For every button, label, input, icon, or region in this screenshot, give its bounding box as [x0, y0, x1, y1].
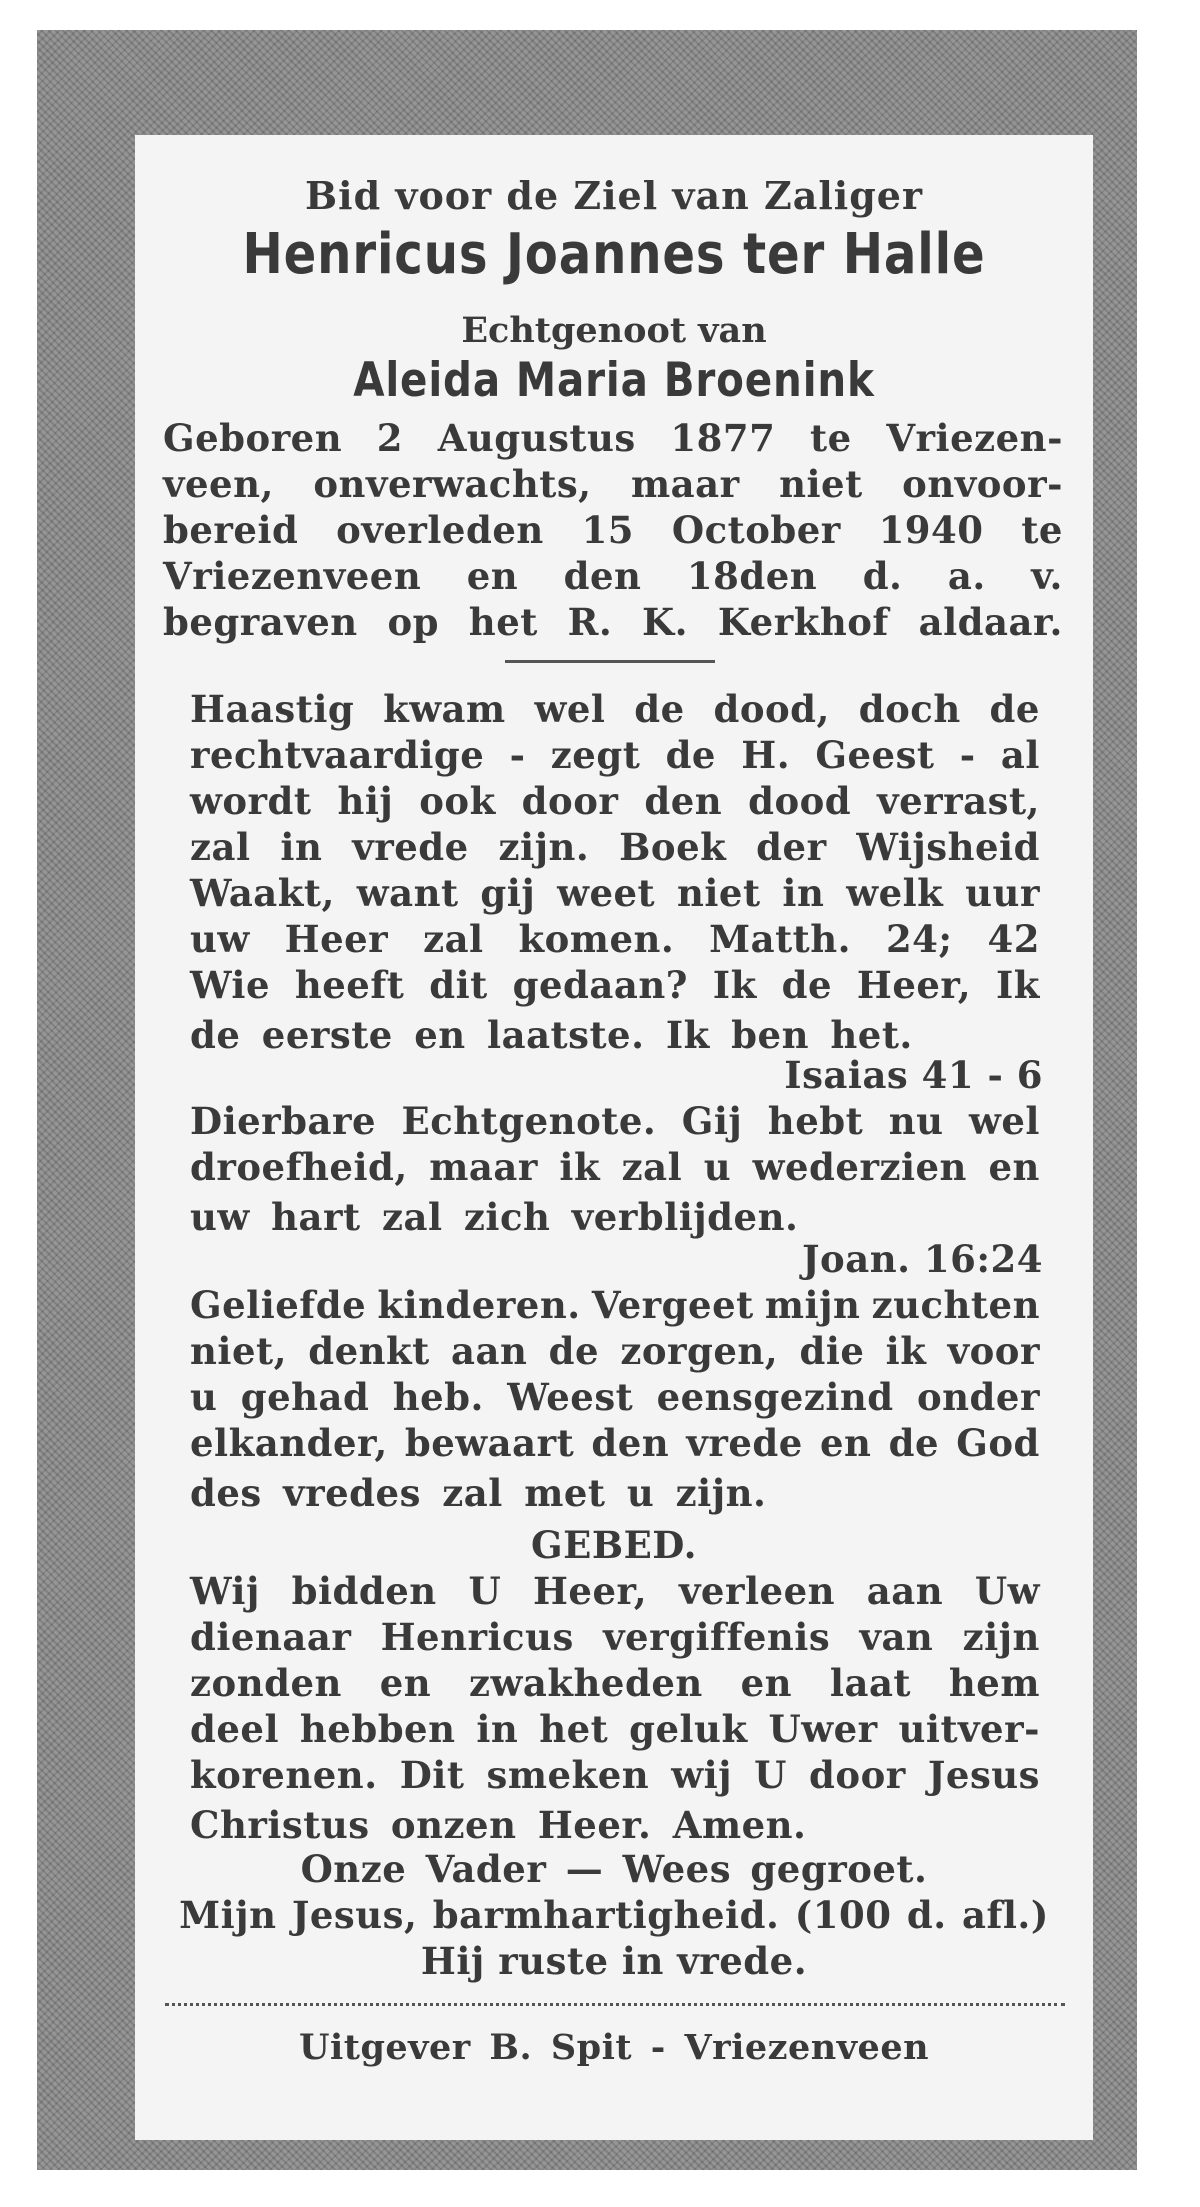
quote-line: droefheid, maar ik zal u wederzien en — [190, 1145, 1040, 1189]
quote-line: elkander, bewaart den vrede en de God — [190, 1421, 1040, 1465]
prayer-line: deel hebben in het geluk Uwer uitver- — [190, 1707, 1040, 1751]
prayer-title: GEBED. — [531, 1523, 697, 1567]
quote-line-last: des vredes zal met u zijn. — [190, 1471, 767, 1515]
prayer-line: korenen. Dit smeken wij U door Jesus — [190, 1753, 1040, 1797]
quote-line-last: uw hart zal zich verblijden. — [190, 1195, 799, 1239]
reference-isaias: Isaias 41 - 6 — [784, 1053, 1043, 1097]
quote-line: Geliefde kinderen. Vergeet mijn zuchten — [190, 1283, 1040, 1327]
quote-line: Wie heeft dit gedaan? Ik de Heer, Ik — [190, 963, 1040, 1007]
quote-line: uw Heer zal komen. Matth. 24; 42 — [190, 917, 1040, 961]
quote-line: rechtvaardige - zegt de H. Geest - al — [190, 733, 1040, 777]
prayer-line: Wij bidden U Heer, verleen aan Uw — [190, 1569, 1040, 1613]
prayer-line: zonden en zwakheden en laat hem — [190, 1661, 1040, 1705]
section-divider — [505, 660, 715, 663]
memorial-card-border — [37, 30, 1137, 2170]
biography-line: Geboren 2 Augustus 1877 te Vriezen- — [163, 416, 1063, 460]
prayer-line-last: Christus onzen Heer. Amen. — [190, 1803, 807, 1847]
quote-line: Dierbare Echtgenote. Gij hebt nu wel — [190, 1099, 1040, 1143]
biography-line: bereid overleden 15 October 1940 te — [163, 508, 1063, 552]
quote-line: Haastig kwam wel de dood, doch de — [190, 687, 1040, 731]
quote-line: Waakt, want gij weet niet in welk uur — [190, 871, 1040, 915]
spouse-name: Aleida Maria Broenink — [353, 353, 875, 408]
biography-line: begraven op het R. K. Kerkhof aldaar. — [163, 600, 1063, 644]
quote-line: u gehad heb. Weest eensgezind onder — [190, 1375, 1040, 1419]
card-intro-line: Bid voor de Ziel van Zaliger — [305, 173, 923, 218]
quote-line: wordt hij ook door den dood verrast, — [190, 779, 1040, 823]
reference-joan: Joan. 16:24 — [802, 1237, 1043, 1281]
biography-line: veen, onverwachts, maar niet onvoor- — [163, 462, 1063, 506]
quote-line: niet, denkt aan de zorgen, die ik voor — [190, 1329, 1040, 1373]
memorial-card — [135, 135, 1093, 2140]
prayer-line: dienaar Henricus vergiffenis van zijn — [190, 1615, 1040, 1659]
closing-prayers: Onze Vader — Wees gegroet. — [300, 1847, 928, 1891]
quote-line-last: de eerste en laatste. Ik ben het. — [190, 1013, 913, 1057]
biography-line: Vriezenveen en den 18den d. a. v. — [163, 554, 1063, 598]
publisher-line: Uitgever B. Spit - Vriezenveen — [298, 2027, 930, 2068]
rest-in-peace: Hij ruste in vrede. — [420, 1939, 808, 1983]
footer-divider — [165, 2003, 1065, 2006]
quote-line: zal in vrede zijn. Boek der Wijsheid — [190, 825, 1040, 869]
spouse-label: Echtgenoot van — [461, 310, 767, 351]
deceased-name: Henricus Joannes ter Halle — [242, 222, 986, 287]
indulgence-line: Mijn Jesus, barmhartigheid. (100 d. afl.) — [179, 1893, 1049, 1937]
